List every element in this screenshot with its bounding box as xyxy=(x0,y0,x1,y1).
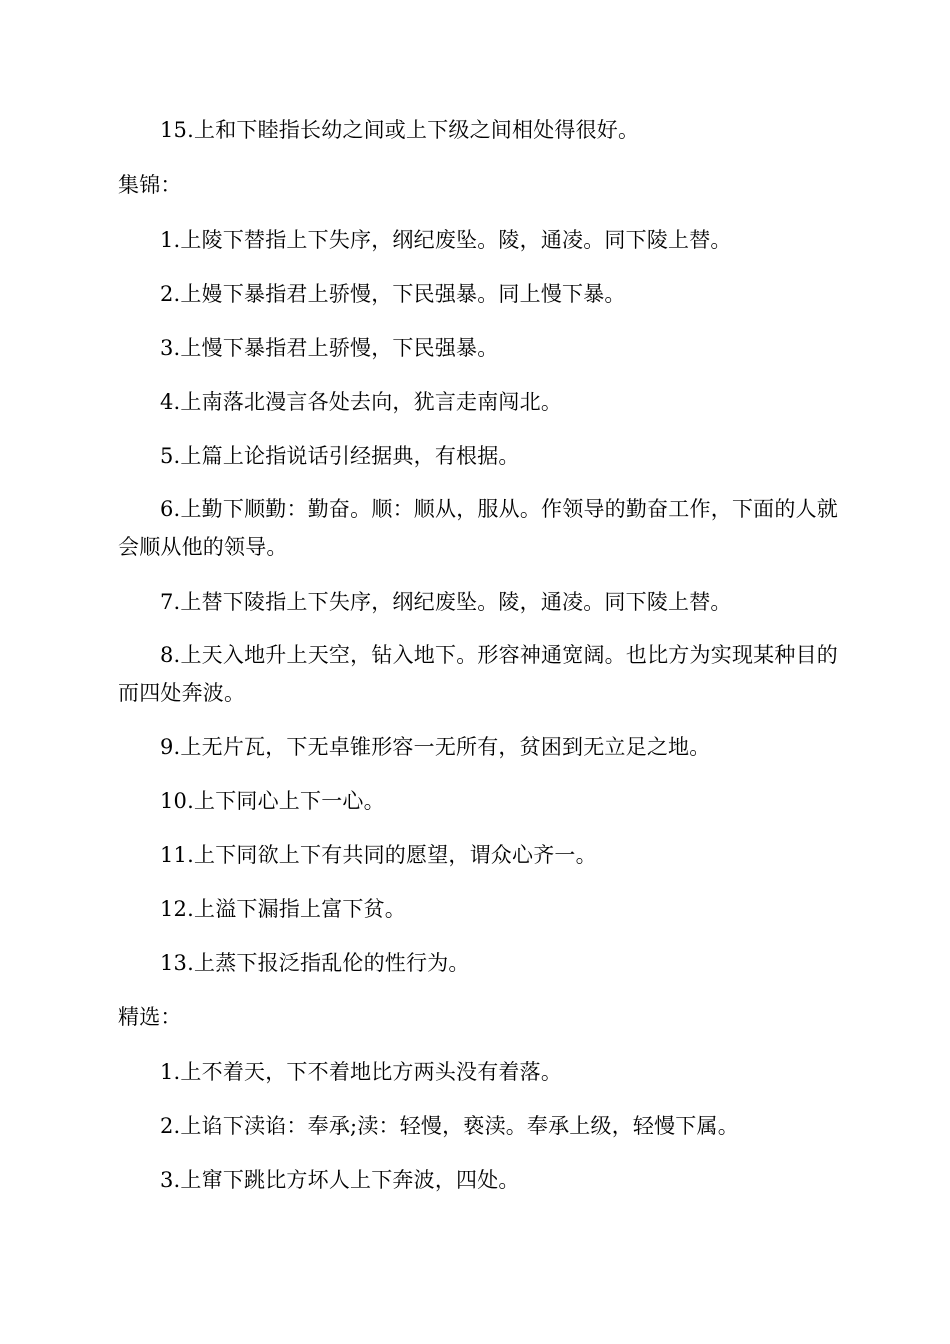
intro-item: 15.上和下睦指长幼之间或上下级之间相处得很好。 xyxy=(160,118,640,142)
list-item: 12.上溢下漏指上富下贫。 xyxy=(160,897,406,921)
list-item: 6.上勤下顺勤：勤奋。顺：顺从，服从。作领导的勤奋工作，下面的人就会顺从他的领导。 xyxy=(118,497,838,559)
list-item: 10.上下同心上下一心。 xyxy=(160,789,385,813)
section-heading-jijin: 集锦： xyxy=(118,173,182,197)
list-item: 7.上替下陵指上下失序，纲纪废坠。陵，通凌。同下陵上替。 xyxy=(160,590,732,614)
list-item: 1.上不着天，下不着地比方两头没有着落。 xyxy=(160,1060,563,1084)
list-item: 5.上篇上论指说话引经据典，有根据。 xyxy=(160,444,520,468)
list-item: 9.上无片瓦，下无卓锥形容一无所有，贫困到无立足之地。 xyxy=(160,735,711,759)
list-item: 2.上嫚下暴指君上骄慢，下民强暴。同上慢下暴。 xyxy=(160,282,626,306)
list-item: 3.上窜下跳比方坏人上下奔波，四处。 xyxy=(160,1168,520,1192)
list-item: 2.上谄下渎谄：奉承;渎：轻慢，亵渎。奉承上级，轻慢下属。 xyxy=(160,1114,739,1138)
section-heading-jingxuan: 精选： xyxy=(118,1005,182,1029)
list-item: 4.上南落北漫言各处去向，犹言走南闯北。 xyxy=(160,390,563,414)
list-item: 3.上慢下暴指君上骄慢，下民强暴。 xyxy=(160,336,499,360)
list-item: 13.上蒸下报泛指乱伦的性行为。 xyxy=(160,951,470,975)
list-item: 11.上下同欲上下有共同的愿望，谓众心齐一。 xyxy=(160,843,597,867)
list-item: 8.上天入地升上天空，钻入地下。形容神通宽阔。也比方为实现某种目的而四处奔波。 xyxy=(118,643,838,705)
list-item: 1.上陵下替指上下失序，纲纪废坠。陵，通凌。同下陵上替。 xyxy=(160,228,732,252)
